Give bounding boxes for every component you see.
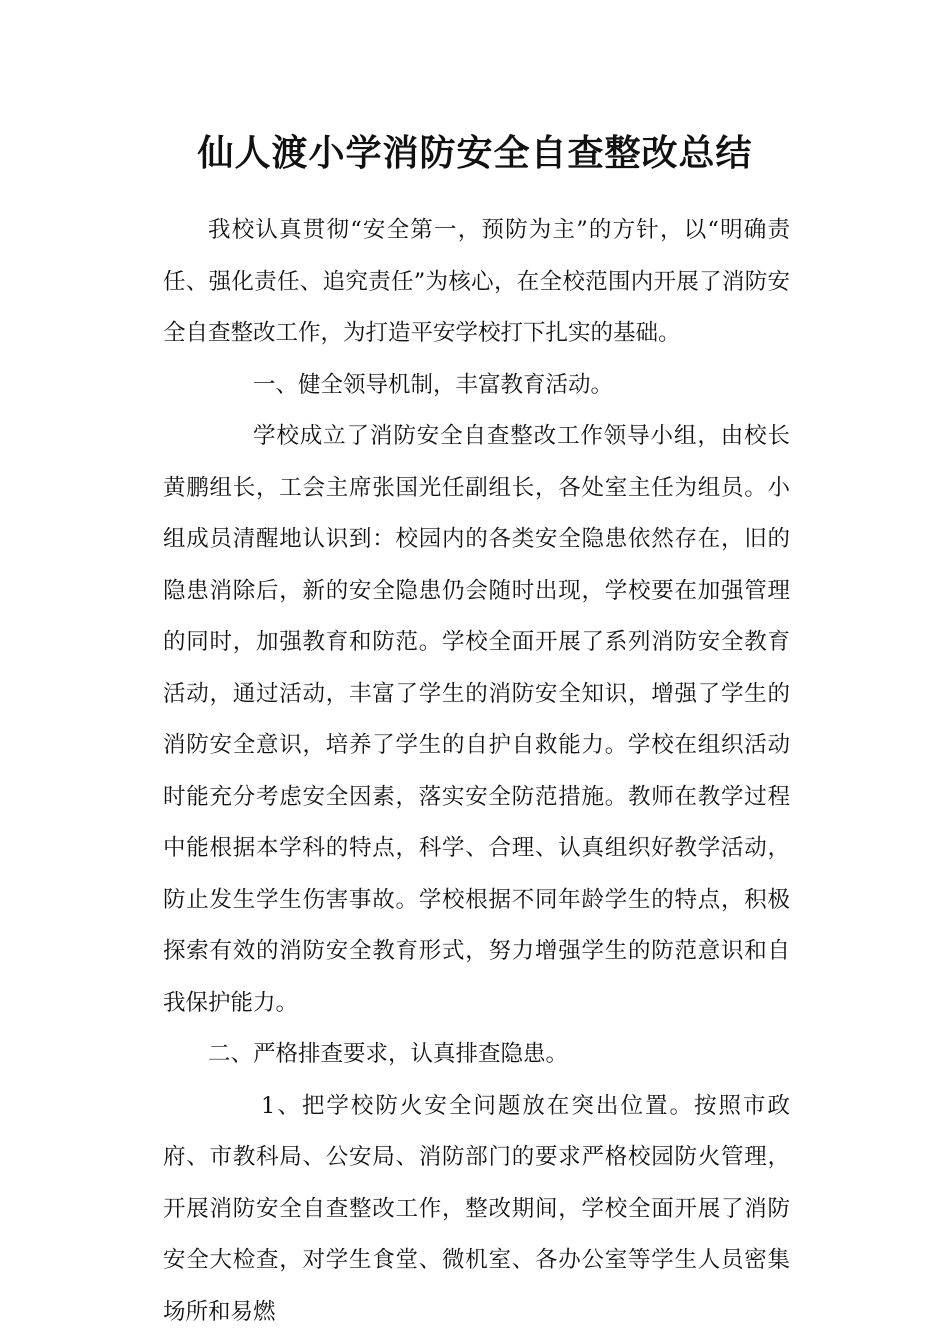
document-title: 仙人渡小学消防安全自查整改总结: [197, 132, 753, 174]
section-heading-2: 二、严格排查要求，认真排查隐患。: [208, 1041, 569, 1067]
paragraph-leadership: 学校成立了消防安全自查整改工作领导小组，由校长黄鹏组长，工会主席张国光任副组长，各处室主任为组员。小组成员清醒地认识到：校园内的各类安全隐患依然存在，旧的隐患消除后，新的安全隐患仍会随时出现，学校要在加强管理的同时，加强教育和防范。学校全面开展了系列消防安全教育活动，通过活动，丰富了学生的消防安全知识，增强了学生的消防安全意识，培养了学生的自护自救能力。学校在组织活动时能充分考虑安全因素，落实安全防范措施。教师在教学过程中能根据本学科的特点，科学、合理、认真组织好教学活动，防止发生学生伤害事故。学校根据不同年龄学生的特点，积极探索有效的消防安全教育形式，努力增强学生的防范意识和自我保护能力。: [163, 423, 790, 1016]
section-heading-1: 一、健全领导机制，丰富教育活动。: [253, 371, 614, 398]
paragraph-fire-safety: 1、把学校防火安全问题放在突出位置。按照市政府、市教科局、公安局、消防部门的要求严格校园防火管理，开展消防安全自查整改工作，整改期间，学校全面开展了消防安全大检查，对学生食堂、微机室、各办公室等学生人员密集场所和易燃: [163, 1092, 790, 1325]
document-body: [163, 205, 790, 1338]
paragraph-intro: 我校认真贯彻“安全第一，预防为主”的方针，以“明确责任、强化责任、追究责任”为核心，在全校范围内开展了消防安全自查整改工作，为打造平安学校打下扎实的基础。: [163, 217, 790, 346]
